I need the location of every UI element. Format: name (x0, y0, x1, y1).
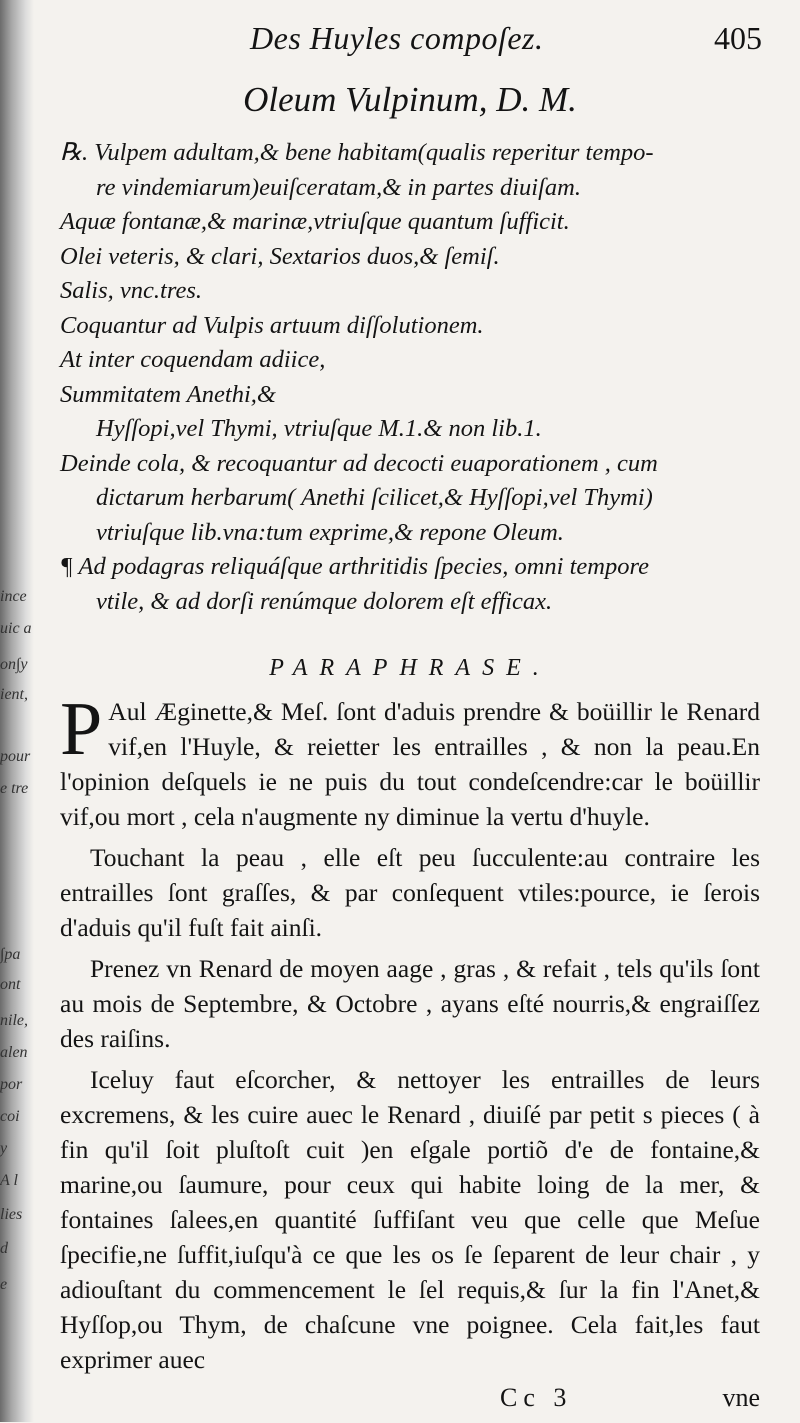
recipe-line: Coquantur ad Vulpis artuum diſſolutionem. (60, 311, 484, 339)
catchword: vne (722, 1383, 760, 1412)
bleed-fragment: alen (0, 1044, 28, 1061)
bleed-fragment: lies (0, 1206, 23, 1223)
recipe-line: dictarum herbarum( Anethi ſcilicet,& Hyſſopi,vel Thymi) (96, 484, 653, 511)
recipe-line: Hyſſopi,vel Thymi, vtriuſque M.1.& non lib.1. (96, 415, 542, 442)
running-title: Des Huyles compoſez. (250, 20, 544, 56)
recipe-line: Aquæ fontanæ,& marinæ,vtriuſque quantum ſufficit. (60, 208, 570, 235)
bleed-fragment: e (0, 1276, 8, 1293)
signature-mark: Cc 3 (500, 1383, 573, 1412)
recipe-line: vtriuſque lib.vna:tum exprime,& repone Oleum. (96, 518, 564, 546)
recipe-line: vtile, & ad dorſi renúmque dolorem eſt efficax. (96, 587, 553, 615)
bleed-fragment: coi (0, 1108, 20, 1125)
bleed-fragment: pour (0, 748, 31, 765)
bleed-fragment: ient, (0, 686, 28, 703)
recipe-line: re vindemiarum)euiſceratam,& in partes diuiſam. (96, 173, 581, 201)
bleed-fragment: A l (0, 1172, 18, 1189)
bleed-fragment: y (0, 1140, 8, 1157)
page-footer (60, 1383, 760, 1423)
recipe-line: Deinde cola, & recoquantur ad decocti euaporationem , cum (60, 449, 658, 477)
bleed-fragment: on∫y (0, 656, 28, 673)
page-number: 405 (714, 20, 762, 56)
bleed-fragment: ont (0, 976, 21, 993)
recipe-line: ℞. Vulpem adultam,& bene habitam(qualis reperitur tempo- (60, 139, 654, 166)
book-page (60, 18, 760, 1423)
paraphrase-heading: PARAPHRASE. (269, 655, 551, 681)
recipe-title: Oleum Vulpinum, D. M. (243, 80, 577, 119)
bleed-fragment: e tre (0, 780, 29, 797)
paragraph: Iceluy faut eſcorcher, & nettoyer les entrailles de leurs excremens, & les cuire auec le Renard , diuiſé par petit s pieces ( à fin qu'il ſoit pluſtoſt cuit )en eſgale portiõ d'e de fontaine,& marine,ou ſaumure, pour ceux qui habite loing de la mer, & fontaines ſalees,en quantité ſuffiſant veu que celle que Meſue ſpecifie,ne ſuffit,iuſqu'à ce que les os ſe ſeparent de leur chair , y adiouſtant du commencement le ſel requis,& ſur la fin l'Anet,& Hyſſop,ou Thym, de chaſcune vne poignee. Cela fait,les faut exprimer auec (60, 1065, 760, 1374)
running-head (60, 18, 760, 68)
bleed-fragment: nile, (0, 1012, 28, 1029)
drop-cap: P (60, 687, 103, 771)
bleed-fragment: por (0, 1076, 23, 1093)
bleed-fragment: ∫pa (0, 946, 21, 963)
recipe-line: Olei veteris, & clari, Sextarios duos,& ſemiſ. (60, 242, 500, 270)
bleed-fragment: ince (0, 588, 27, 605)
paragraph (60, 687, 760, 834)
recipe-line: Summitatem Anethi,& (60, 380, 276, 408)
paragraph-text: Aul Æginette,& Meſ. ſont d'aduis prendre & boüillir le Renard vif,en l'Huyle, & reietter les entrailles , & non la peau.En l'opinion deſquels ie ne puis du tout condeſcendre:car le boüillir vif,ou mort , cela n'augmente ny diminue la vertu d'huyle. (60, 697, 760, 831)
paragraph: Prenez vn Renard de moyen aage , gras , & refait , tels qu'ils ſont au mois de Septembre, & Octobre , ayans eſté nourris,& engraiſſez des raiſins. (60, 954, 760, 1053)
paragraph: Touchant la peau , elle eſt peu ſucculente:au contraire les entrailles ſont graſſes, & par conſequent vtiles:pource, ie ſerois d'aduis qu'il fuſt fait ainſi. (60, 843, 760, 942)
paraphrase-body (60, 687, 760, 1377)
bleed-fragment: uic a (0, 620, 32, 637)
recipe-line: At inter coquendam adiice, (60, 346, 326, 373)
recipe-line: Salis, vnc.tres. (60, 277, 202, 304)
bleed-fragment: d (0, 1240, 8, 1257)
recipe-block (60, 136, 760, 619)
recipe-line: ¶ Ad podagras reliquáſque arthritidis ſpecies, omni tempore (60, 553, 649, 580)
